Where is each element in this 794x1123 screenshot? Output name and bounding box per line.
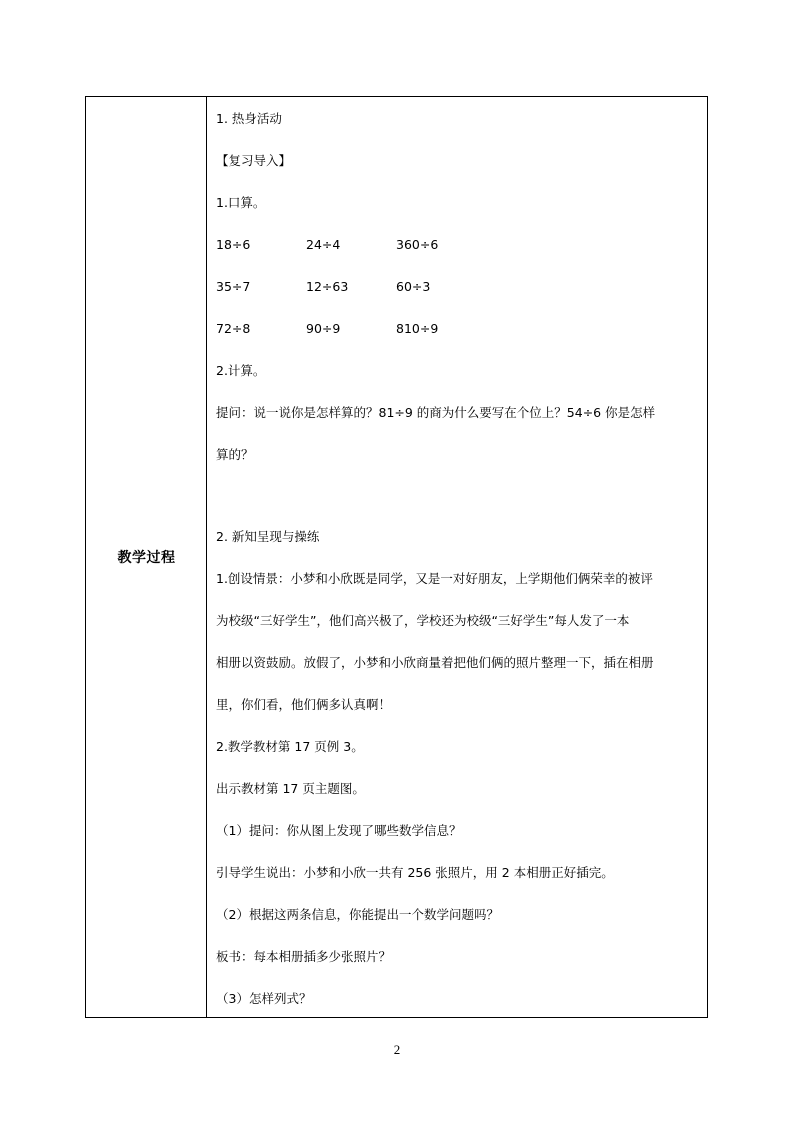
oral-calc-label: 1.口算。 [216,195,266,210]
teach-line: 2.教学教材第 17 页例 3。 [216,739,364,754]
math-problem: 24÷4 [306,237,341,252]
section-label: 教学过程 [117,550,176,566]
math-problem: 72÷8 [216,321,251,336]
section2-heading: 2. 新知呈现与操练 [216,529,320,544]
calc-label: 2.计算。 [216,363,266,378]
left-column [86,97,207,1017]
math-problem: 90÷9 [306,321,341,336]
step-line: （2）根据这两条信息，你能提出一个数学问题吗？ [216,907,499,922]
scenario-line: 为校级“三好学生”，他们高兴极了，学校还为校级“三好学生”每人发了一本 [216,613,630,628]
scenario-line: 里，你们看，他们俩多认真啊！ [216,697,392,712]
math-problem: 18÷6 [216,237,251,252]
question-line: 提问：说一说你是怎样算的？81÷9 的商为什么要写在个位上？54÷6 你是怎样 [216,405,656,420]
step-line: （1）提问：你从图上发现了哪些数学信息？ [216,823,462,838]
guide-line: 引导学生说出：小梦和小欣一共有 256 张照片，用 2 本相册正好插完。 [216,865,614,880]
math-problem: 60÷3 [396,279,431,294]
section1-heading: 1. 热身活动 [216,111,282,126]
scenario-line: 相册以资鼓励。放假了，小梦和小欣商量着把他们俩的照片整理一下，插在相册 [216,655,654,670]
lesson-table [85,96,708,1018]
page-number: 2 [393,1042,401,1057]
board-line: 板书：每本相册插多少张照片？ [216,949,392,964]
question-line: 算的？ [216,447,254,462]
step-line: （3）怎样列式？ [216,991,312,1006]
scenario-line: 1.创设情景：小梦和小欣既是同学，又是一对好朋友，上学期他们俩荣幸的被评 [216,571,653,586]
content-column [207,97,707,1017]
show-line: 出示教材第 17 页主题图。 [216,781,365,796]
review-subheading: 【复习导入】 [216,153,292,168]
math-problem: 810÷9 [396,321,439,336]
math-problem: 35÷7 [216,279,251,294]
math-problem: 360÷6 [396,237,439,252]
math-problem: 12÷63 [306,279,349,294]
